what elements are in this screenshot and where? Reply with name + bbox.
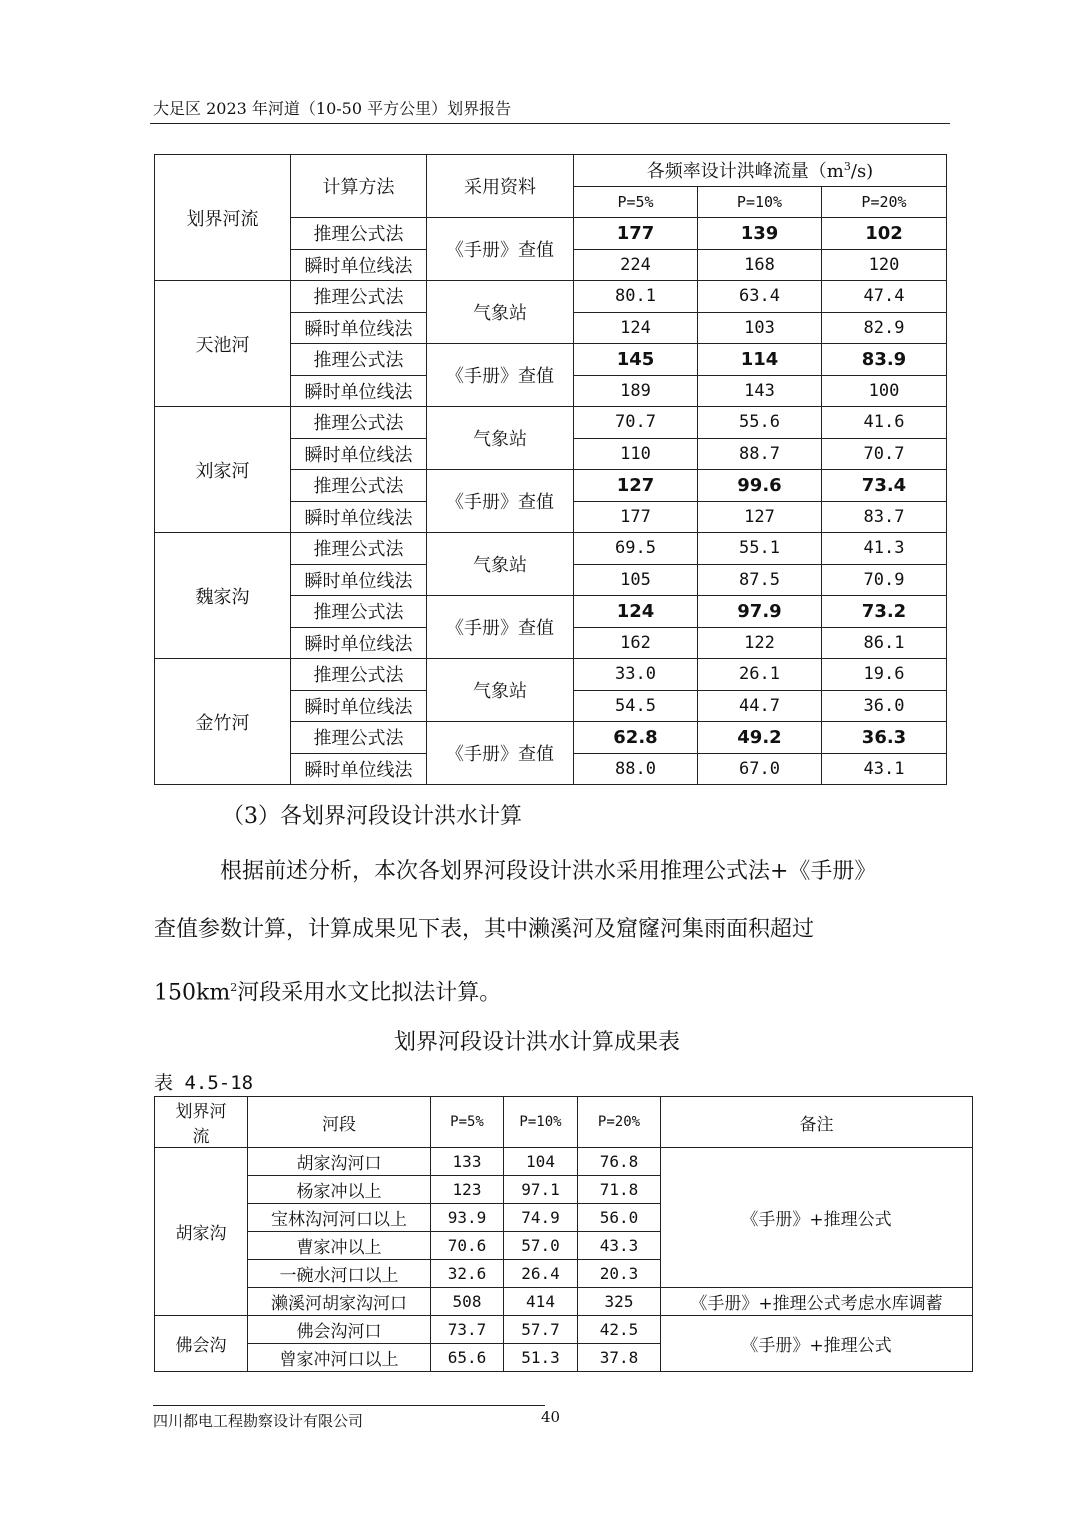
- value-cell: 99.6: [698, 470, 822, 502]
- method-cell: 推理公式法: [291, 344, 427, 376]
- value-cell: 162: [574, 627, 698, 659]
- value-cell: 110: [574, 438, 698, 470]
- header-source: 采用资料: [427, 155, 574, 218]
- value-cell: 508: [431, 1288, 504, 1316]
- segment-cell: 一碗水河口以上: [248, 1260, 431, 1288]
- value-cell: 100: [822, 375, 947, 407]
- source-cell: 《手册》查值: [427, 344, 574, 407]
- header-note: 备注: [661, 1097, 973, 1148]
- method-cell: 推理公式法: [291, 533, 427, 565]
- method-cell: 瞬时单位线法: [291, 438, 427, 470]
- table-row: [155, 659, 947, 691]
- method-cell: 推理公式法: [291, 470, 427, 502]
- value-cell: 105: [574, 564, 698, 596]
- value-cell: 32.6: [431, 1260, 504, 1288]
- value-cell: 139: [698, 218, 822, 250]
- value-cell: 83.7: [822, 501, 947, 533]
- value-cell: 86.1: [822, 627, 947, 659]
- segment-cell: 濑溪河胡家沟河口: [248, 1288, 431, 1316]
- value-cell: 93.9: [431, 1204, 504, 1232]
- value-cell: 120: [822, 249, 947, 281]
- source-cell: 《手册》查值: [427, 596, 574, 659]
- method-cell: 推理公式法: [291, 281, 427, 313]
- source-cell: 气象站: [427, 659, 574, 722]
- method-cell: 瞬时单位线法: [291, 312, 427, 344]
- river-name-cell: 天池河: [155, 281, 291, 407]
- header-flow: 各频率设计洪峰流量$(m^3/s)$: [574, 155, 947, 187]
- value-cell: 103: [698, 312, 822, 344]
- value-cell: 70.6: [431, 1232, 504, 1260]
- value-cell: 83.9: [822, 344, 947, 376]
- method-cell: 瞬时单位线法: [291, 690, 427, 722]
- section-heading: （3）各划界河段设计洪水计算: [222, 804, 522, 829]
- source-cell: 气象站: [427, 533, 574, 596]
- river-name-cell: 刘家河: [155, 407, 291, 533]
- value-cell: 20.3: [578, 1260, 661, 1288]
- company-name: 四川都电工程勘察设计有限公司: [153, 1412, 364, 1430]
- header-p20: P=20%: [578, 1097, 661, 1148]
- value-cell: 73.2: [822, 596, 947, 628]
- value-cell: 127: [698, 501, 822, 533]
- source-cell: 气象站: [427, 281, 574, 344]
- value-cell: 76.8: [578, 1148, 661, 1176]
- value-cell: 57.7: [504, 1316, 578, 1344]
- page-number: 40: [541, 1408, 561, 1426]
- table-row: [155, 1288, 973, 1316]
- method-cell: 推理公式法: [291, 659, 427, 691]
- value-cell: 69.5: [574, 533, 698, 565]
- value-cell: 70.9: [822, 564, 947, 596]
- header-p5: P=5%: [574, 186, 698, 218]
- value-cell: 65.6: [431, 1344, 504, 1372]
- value-cell: 224: [574, 249, 698, 281]
- river-name-cell: 胡家沟: [155, 1148, 248, 1316]
- value-cell: 82.9: [822, 312, 947, 344]
- value-cell: 63.4: [698, 281, 822, 313]
- method-cell: 瞬时单位线法: [291, 564, 427, 596]
- value-cell: 133: [431, 1148, 504, 1176]
- table-row: [155, 533, 947, 565]
- value-cell: 70.7: [574, 407, 698, 439]
- value-cell: 80.1: [574, 281, 698, 313]
- value-cell: 36.0: [822, 690, 947, 722]
- value-cell: 56.0: [578, 1204, 661, 1232]
- value-cell: 54.5: [574, 690, 698, 722]
- value-cell: 325: [578, 1288, 661, 1316]
- header-segment: 河段: [248, 1097, 431, 1148]
- flood-peak-table: [154, 154, 947, 785]
- value-cell: 26.4: [504, 1260, 578, 1288]
- value-cell: 57.0: [504, 1232, 578, 1260]
- result-table-number: 表 4.5-18: [154, 1072, 254, 1094]
- flood-result-table: [154, 1096, 973, 1372]
- river-name-cell: 金竹河: [155, 659, 291, 785]
- table-row: [155, 1316, 973, 1344]
- segment-cell: 佛会沟河口: [248, 1316, 431, 1344]
- value-cell: 41.3: [822, 533, 947, 565]
- value-cell: 70.7: [822, 438, 947, 470]
- method-cell: 推理公式法: [291, 218, 427, 250]
- value-cell: 47.4: [822, 281, 947, 313]
- value-cell: 62.8: [574, 722, 698, 754]
- paragraph-line: 查值参数计算，计算成果见下表，其中濑溪河及窟窿河集雨面积超过: [154, 917, 815, 942]
- value-cell: 177: [574, 218, 698, 250]
- method-cell: 推理公式法: [291, 596, 427, 628]
- footer-divider: [153, 1405, 545, 1406]
- value-cell: 71.8: [578, 1176, 661, 1204]
- value-cell: 124: [574, 596, 698, 628]
- segment-cell: 杨家冲以上: [248, 1176, 431, 1204]
- segment-cell: 胡家沟河口: [248, 1148, 431, 1176]
- value-cell: 87.5: [698, 564, 822, 596]
- value-cell: 124: [574, 312, 698, 344]
- table-row: [155, 407, 947, 439]
- value-cell: 51.3: [504, 1344, 578, 1372]
- river-name-cell: 魏家沟: [155, 533, 291, 659]
- value-cell: 43.3: [578, 1232, 661, 1260]
- value-cell: 73.4: [822, 470, 947, 502]
- value-cell: 414: [504, 1288, 578, 1316]
- method-cell: 瞬时单位线法: [291, 753, 427, 785]
- body-paragraph: [154, 843, 946, 1022]
- value-cell: 26.1: [698, 659, 822, 691]
- method-cell: 推理公式法: [291, 722, 427, 754]
- method-cell: 瞬时单位线法: [291, 375, 427, 407]
- value-cell: 33.0: [574, 659, 698, 691]
- value-cell: 143: [698, 375, 822, 407]
- segment-cell: 曾家冲河口以上: [248, 1344, 431, 1372]
- source-cell: 《手册》查值: [427, 218, 574, 281]
- value-cell: 104: [504, 1148, 578, 1176]
- note-cell: 《手册》+推理公式考虑水库调蓄: [661, 1288, 973, 1316]
- value-cell: 37.8: [578, 1344, 661, 1372]
- header-river: 划界河流: [155, 155, 291, 281]
- header-method: 计算方法: [291, 155, 427, 218]
- header-p20: P=20%: [822, 186, 947, 218]
- value-cell: 102: [822, 218, 947, 250]
- value-cell: 41.6: [822, 407, 947, 439]
- header-river: 划界河 流: [155, 1097, 248, 1148]
- value-cell: 19.6: [822, 659, 947, 691]
- note-cell: 《手册》+推理公式: [661, 1316, 973, 1372]
- source-cell: 《手册》查值: [427, 470, 574, 533]
- table-row: [155, 1148, 973, 1176]
- value-cell: 114: [698, 344, 822, 376]
- paragraph-line: 根据前述分析，本次各划界河段设计洪水采用推理公式法+《手册》: [220, 859, 877, 884]
- value-cell: 67.0: [698, 753, 822, 785]
- value-cell: 88.0: [574, 753, 698, 785]
- result-table-title: 划界河段设计洪水计算成果表: [393, 1030, 680, 1055]
- note-cell: 《手册》+推理公式: [661, 1148, 973, 1288]
- header-divider: [150, 123, 950, 124]
- river-name-cell: 佛会沟: [155, 1316, 248, 1372]
- value-cell: 122: [698, 627, 822, 659]
- source-cell: 《手册》查值: [427, 722, 574, 785]
- value-cell: 42.5: [578, 1316, 661, 1344]
- value-cell: 145: [574, 344, 698, 376]
- table-row: [155, 281, 947, 313]
- segment-cell: 宝林沟河河口以上: [248, 1204, 431, 1232]
- header-p5: P=5%: [431, 1097, 504, 1148]
- value-cell: 36.3: [822, 722, 947, 754]
- value-cell: 123: [431, 1176, 504, 1204]
- paragraph-line: $150km^2$河段采用水文比拟法计算。: [154, 980, 502, 1006]
- value-cell: 168: [698, 249, 822, 281]
- value-cell: 97.9: [698, 596, 822, 628]
- source-cell: 气象站: [427, 407, 574, 470]
- method-cell: 瞬时单位线法: [291, 501, 427, 533]
- segment-cell: 曹家冲以上: [248, 1232, 431, 1260]
- method-cell: 推理公式法: [291, 407, 427, 439]
- value-cell: 88.7: [698, 438, 822, 470]
- method-cell: 瞬时单位线法: [291, 627, 427, 659]
- header-p10: P=10%: [698, 186, 822, 218]
- value-cell: 43.1: [822, 753, 947, 785]
- value-cell: 55.6: [698, 407, 822, 439]
- value-cell: 55.1: [698, 533, 822, 565]
- method-cell: 瞬时单位线法: [291, 249, 427, 281]
- value-cell: 189: [574, 375, 698, 407]
- value-cell: 74.9: [504, 1204, 578, 1232]
- value-cell: 49.2: [698, 722, 822, 754]
- value-cell: 97.1: [504, 1176, 578, 1204]
- value-cell: 177: [574, 501, 698, 533]
- page-header: 大足区 2023 年河道（10-50 平方公里）划界报告: [153, 99, 512, 118]
- value-cell: 44.7: [698, 690, 822, 722]
- header-p10: P=10%: [504, 1097, 578, 1148]
- value-cell: 73.7: [431, 1316, 504, 1344]
- value-cell: 127: [574, 470, 698, 502]
